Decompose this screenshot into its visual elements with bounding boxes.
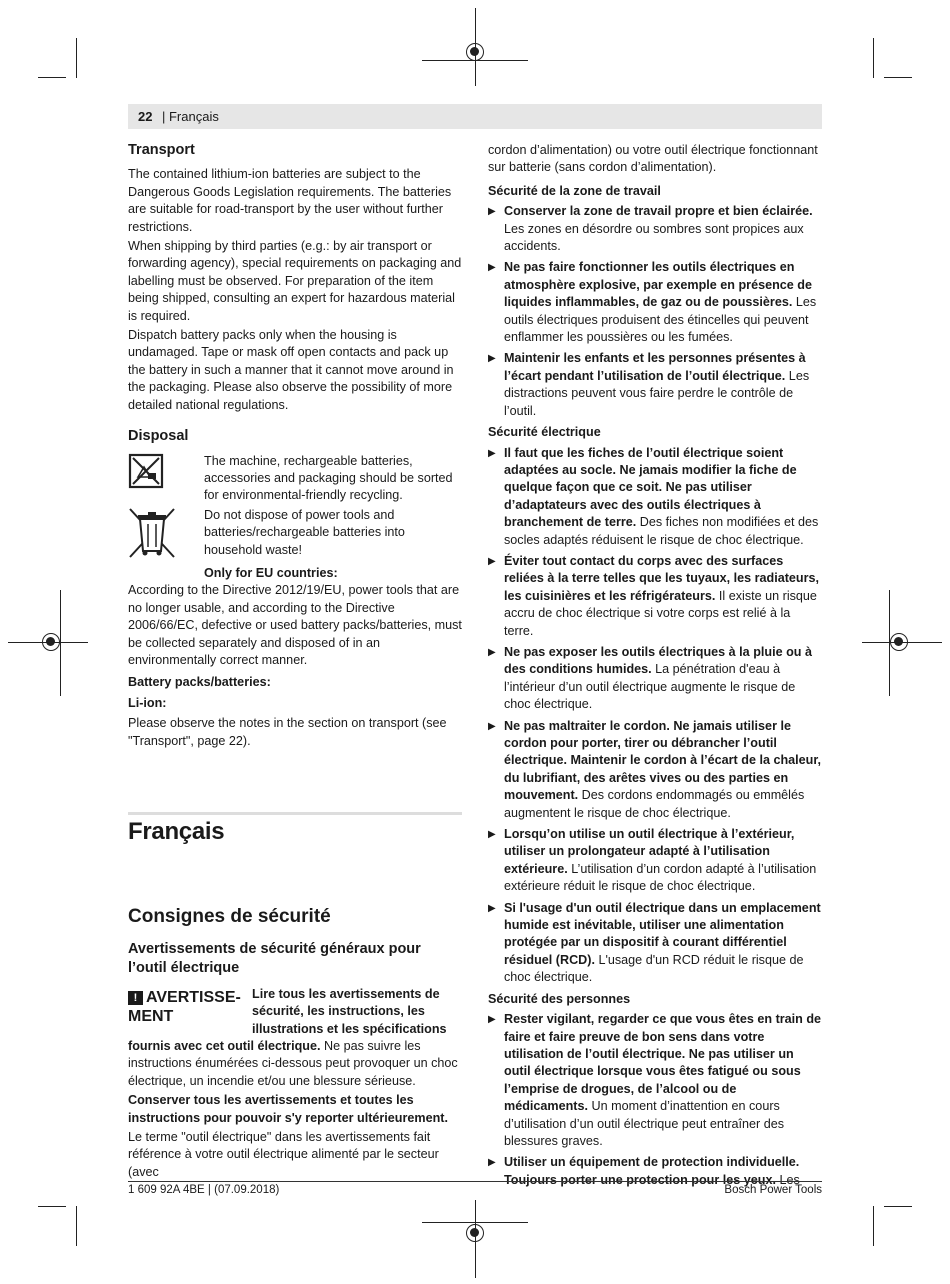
crossed-bin-icon [128,507,204,585]
list-item [488,1011,822,1150]
warning-label-line1: AVERTISSE- [146,988,241,1006]
disposal-recycling-row [128,453,462,505]
transport-paragraph: The contained lithium-ion batteries are subject to the Dangerous Goods Legislation requirements. The batteries are suitable for road-transport by the user without further restrictions. [128,167,452,234]
disposal-warning: Do not dispose of power tools and batteries/rechargeable batteries into household waste! [204,507,405,557]
crop-mark [38,1206,66,1207]
right-column [488,142,822,1193]
electrical-heading: Sécurité électrique [488,425,601,440]
item-text: Les outils électriques produisent des étincelles qui peuvent enflammer les poussières ou les fumées. [504,295,817,345]
item-bold: Ne pas maltraiter le cordon. Ne jamais utiliser le cordon pour porter, tirer ou débrancher l’outil électrique. Maintenir le cordon à l’écart de la chaleur, du lubrifiant, des arêtes vives ou des parties en mouvement. [504,718,822,803]
warning-triangle-icon: ! [128,991,143,1005]
item-text: Les distractions peuvent vous faire perdre le contrôle de l’outil. [504,368,810,418]
personal-heading: Sécurité des personnes [488,991,631,1006]
item-text: Les zones en désordre ou sombres sont propices aux accidents. [504,221,804,254]
crop-mark [38,77,66,78]
crop-mark [873,1206,874,1246]
item-text: La pénétration d'eau à l’intérieur d’un outil électrique augmente le risque de choc électrique. [504,662,796,712]
disposal-bin-row [128,507,462,585]
zone-heading: Sécurité de la zone de travail [488,183,661,198]
section-divider [128,812,462,815]
item-text: L'usage d'un RCD réduit le risque de choc électrique. [504,952,804,985]
consignes-heading: Consignes de sécurité [128,906,331,928]
registration-line [422,1222,528,1223]
item-text: Des fiches non modifiées et des socles adaptés réduisent le risque de choc électrique. [504,515,819,547]
transport-paragraph: Dispatch battery packs only when the housing is undamaged. Tape or mask off open contacts and pack up the battery in such a manner that it cannot move around in the packaging. Please also observe the possibility of more detailed national regulations. [128,328,454,412]
continued-paragraph: cordon d’alimentation) ou votre outil électrique fonctionnant sur batterie (sans cordon d’alimentation). [488,143,818,175]
item-text: Il existe un risque accru de choc électrique si votre corps est relié à la terre. [504,588,817,638]
crop-mark [873,38,874,78]
item-bold: Utiliser un équipement de protection individuelle. Toujours porter une protection pour les yeux. [504,1155,800,1187]
warning-text-bold: Lire tous les avertissements de sécurité, les instructions, les illustrations et les spécifications fournis avec cet outil électrique. [128,986,447,1054]
electrical-list [488,445,822,987]
page-number: 22 [138,109,153,124]
language-title: Français [128,818,225,845]
footer-doc-id: 1 609 92A 4BE | (07.09.2018) [128,1184,280,1196]
crop-mark [884,1206,912,1207]
footer-brand: Bosch Power Tools [724,1184,822,1196]
page-header [128,104,822,129]
list-item [488,553,822,640]
left-column [128,142,462,1183]
avertissements-heading: Avertissements de sécurité généraux pour l’outil électrique [128,940,421,976]
registration-target-icon [466,1224,484,1242]
disposal-text [204,507,462,585]
item-bold: Il faut que les fiches de l’outil électrique soient adaptées au socle. Ne jamais modifier la fiche de quelque façon que ce soit. Ne pas utiliser d’adaptateurs avec des outils électriques à branchement de terre. [504,445,797,530]
item-bold: Si l'usage d'un outil électrique dans un emplacement humide est inévitable, utiliser une alimentation protégée par un dispositif à courant différentiel résiduel (RCD). [504,900,821,967]
recycling-sort-icon [128,453,204,505]
crop-mark [76,38,77,78]
registration-target-icon [42,633,60,651]
footer-rule [128,1181,822,1182]
item-bold: Lorsqu’on utilise un outil électrique à l’extérieur, utiliser un prolongateur adapté à l’utilisation extérieure. [504,827,795,876]
registration-line [60,590,61,696]
terme-paragraph: Le terme "outil électrique" dans les avertissements fait référence à votre outil électrique alimenté par le secteur (avec [128,1130,439,1179]
crop-mark [884,77,912,78]
item-bold: Conserver la zone de travail propre et bien éclairée. [504,204,813,219]
liion-paragraph: Please observe the notes in the section on transport (see "Transport", page 22). [128,716,447,748]
warning-label [128,988,252,1026]
personal-list [488,1011,822,1189]
conserver-paragraph: Conserver tous les avertissements et toutes les instructions pour pouvoir s'y reporter ultérieurement. [128,1093,448,1125]
item-bold: Rester vigilant, regarder ce que vous êtes en train de faire et faire preuve de bon sens dans votre utilisation de l’outil électrique. Ne pas utiliser un outil électrique lorsque vous êtes fatigué ou sous l’emprise de drogues, de l’alcool ou de médicaments. [504,1012,822,1114]
registration-target-icon [466,43,484,61]
item-bold: Ne pas faire fonctionner les outils électriques en atmosphère explosive, par exemple en présence de liquides inflammables, de gaz ou de poussières. [504,260,812,310]
item-bold: Éviter tout contact du corps avec des surfaces reliées à la terre telles que les tuyaux, les radiateurs, les cuisinières et les réfrigérateurs. [504,553,820,603]
item-text: L’utilisation d’un cordon adapté à l’utilisation extérieure réduit le risque de choc électrique. [504,861,817,894]
eu-heading: Only for EU countries: [204,565,338,580]
disposal-text: The machine, rechargeable batteries, accessories and packaging should be sorted for environmental-friendly recycling. [204,453,453,503]
transport-heading: Transport [128,142,195,158]
item-text: Des cordons endommagés ou emmêlés augmentent le risque de choc électrique. [504,788,805,820]
item-bold: Maintenir les enfants et les personnes présentes à l’écart pendant l’utilisation de l’outil électrique. [504,351,806,383]
liion-heading: Li-ion: [128,695,167,710]
list-item [488,644,822,714]
item-text: Un moment d’inattention en cours d’utilisation d’un outil électrique peut entraîner des blessures graves. [504,1099,785,1148]
registration-target-icon [890,633,908,651]
disposal-heading: Disposal [128,428,189,445]
list-item [488,259,822,346]
list-item [488,445,822,549]
warning-label-line2: MENT [128,1007,174,1025]
list-item [488,203,822,255]
zone-list [488,203,822,420]
battery-heading: Battery packs/batteries: [128,675,271,690]
transport-paragraph: When shipping by third parties (e.g.: by air transport or forwarding agency), special requirements on packaging and labelling must be observed. For preparation of the item being shipped, consulting an expert for hazardous material is required. [128,239,462,323]
item-text: Les [775,1172,800,1187]
warning-text-rest: Ne pas suivre les instructions énumérées ci-dessous peut provoquer un choc électrique, un incendie et/ou une blessure sérieuse. [128,1039,458,1088]
crop-mark [76,1206,77,1246]
list-item [488,900,822,987]
eu-paragraph: According to the Directive 2012/19/EU, power tools that are no longer usable, and according to the Directive 2006/66/EC, defective or used battery packs/batteries, must be collected separately and disposed of in an environmentally correct manner. [128,583,462,667]
item-bold: Ne pas exposer les outils électriques à la pluie ou à des conditions humides. [504,644,812,677]
list-item [488,718,822,822]
warning-block [128,986,462,1090]
header-section: | Français [162,109,219,124]
list-item [488,826,822,896]
list-item [488,350,822,420]
